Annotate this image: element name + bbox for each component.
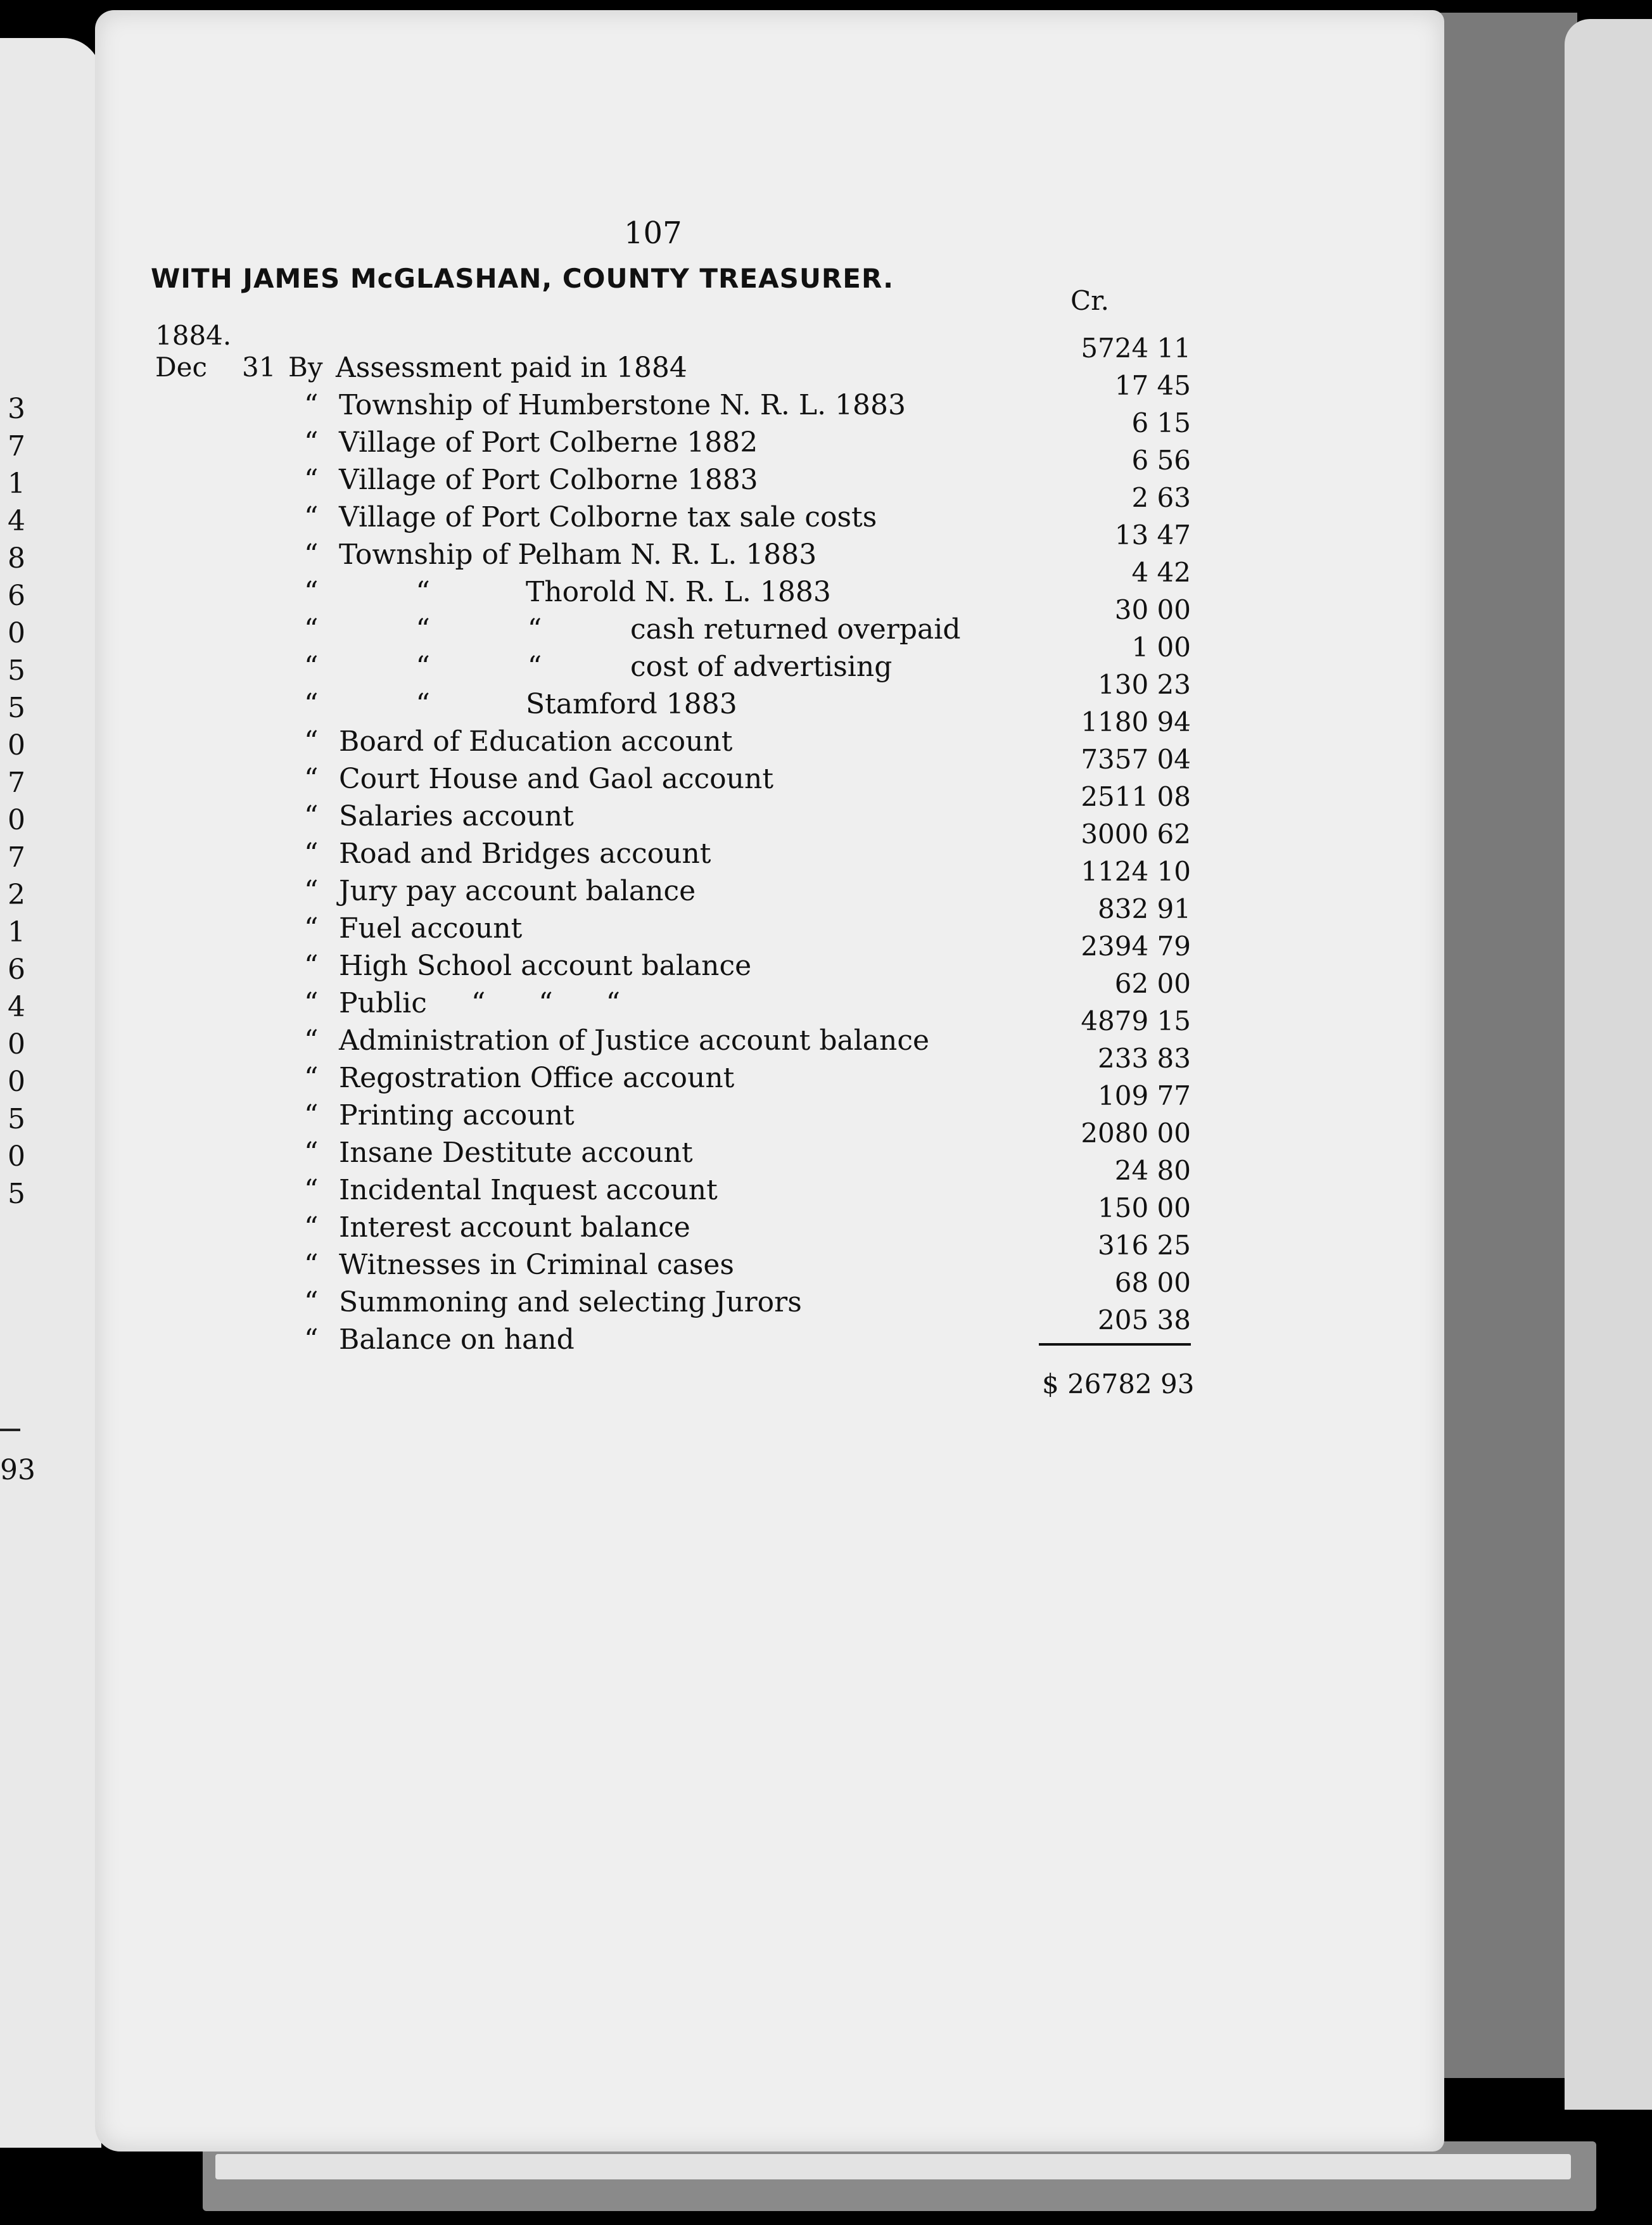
left-margin-figure: 5 — [8, 1178, 25, 1210]
ditto-mark: “ — [304, 1137, 319, 1169]
year-label: 1884. — [155, 320, 232, 351]
left-margin-figure: 1 — [8, 468, 25, 500]
entry-description: Balance on hand — [339, 1323, 575, 1356]
day-label: 31 — [242, 352, 276, 383]
entry-description: cost of advertising — [630, 651, 893, 683]
ditto-mark: “ — [304, 912, 319, 945]
entry-description: Administration of Justice account balance — [339, 1024, 930, 1057]
left-margin-figure: 1 — [8, 916, 25, 948]
entry-amount: 6 15 — [1131, 407, 1191, 438]
left-margin-figure: 0 — [8, 804, 25, 836]
left-margin-figure: 6 — [8, 580, 25, 612]
entry-amount: 13 47 — [1114, 520, 1191, 551]
ditto-mark: “ — [304, 539, 319, 571]
ditto-mark: “ — [304, 1024, 319, 1057]
left-margin-figure: 7 — [8, 767, 25, 799]
entry-description: Village of Port Colborne 1883 — [339, 464, 758, 496]
entry-description: Insane Destitute account — [339, 1137, 693, 1169]
entry-amount: 1 00 — [1131, 632, 1191, 663]
ditto-mark: “ “ — [304, 576, 430, 608]
left-margin-figure: 5 — [8, 654, 25, 687]
entry-description: Regostration Office account — [339, 1062, 735, 1094]
left-margin-figure: 4 — [8, 505, 25, 537]
credit-column-header: Cr. — [1071, 285, 1109, 316]
entry-description: Stamford 1883 — [526, 688, 737, 720]
entry-description: Township of Pelham N. R. L. 1883 — [339, 539, 817, 571]
entry-description: Board of Education account — [339, 725, 733, 758]
entry-description: Jury pay account balance — [339, 875, 696, 907]
left-margin-figure: 8 — [8, 542, 25, 575]
entry-description: Court House and Gaol account — [339, 763, 774, 795]
entry-amount: 62 00 — [1114, 968, 1191, 999]
ditto-mark: “ — [304, 1249, 319, 1281]
entry-amount: 30 00 — [1114, 594, 1191, 625]
left-margin-figure: 0 — [8, 1066, 25, 1098]
entry-amount: 17 45 — [1114, 370, 1191, 401]
entry-amount: 5724 11 — [1081, 333, 1191, 364]
left-margin-rule — [0, 1429, 20, 1431]
bottom-page-edge-inner — [215, 2154, 1571, 2179]
ditto-mark: “ — [304, 1099, 319, 1132]
total-amount: $ 26782 93 — [1042, 1368, 1195, 1399]
entry-description: Assessment paid in 1884 — [336, 352, 687, 384]
ditto-mark: “ “ “ — [304, 651, 542, 683]
entry-description: Village of Port Colberne 1882 — [339, 426, 758, 459]
ditto-mark: “ — [304, 1286, 319, 1318]
entry-description: Printing account — [339, 1099, 575, 1132]
ditto-mark: “ — [304, 1211, 319, 1244]
page-number: 107 — [624, 215, 682, 251]
entry-amount: 233 83 — [1098, 1043, 1191, 1074]
left-margin-figure: 5 — [8, 692, 25, 724]
ditto-mark: “ — [304, 725, 319, 758]
left-margin-figure: 3 — [8, 393, 25, 425]
entry-amount: 109 77 — [1098, 1080, 1191, 1111]
total-rule — [1039, 1343, 1191, 1346]
left-margin-figure: 0 — [8, 729, 25, 762]
entry-description: Incidental Inquest account — [339, 1174, 718, 1206]
page-heading: WITH JAMES McGLASHAN, COUNTY TREASURER. — [151, 263, 894, 294]
ditto-mark: “ — [304, 501, 319, 533]
entry-description: Witnesses in Criminal cases — [339, 1249, 735, 1281]
ditto-mark: “ — [304, 1174, 319, 1206]
ditto-mark: “ — [304, 987, 319, 1019]
left-margin-figure: 4 — [8, 991, 25, 1023]
left-margin-figure: 0 — [8, 617, 25, 649]
left-margin-figure: 0 — [8, 1028, 25, 1061]
entry-description: Township of Humberstone N. R. L. 1883 — [339, 389, 906, 421]
entry-amount: 205 38 — [1098, 1304, 1191, 1336]
entry-amount: 3000 62 — [1081, 819, 1191, 850]
left-margin-figure: 2 — [8, 879, 25, 911]
ditto-mark: “ — [304, 950, 319, 982]
ditto-mark: “ — [304, 800, 319, 832]
entry-amount: 316 25 — [1098, 1230, 1191, 1261]
entry-amount: 2394 79 — [1081, 931, 1191, 962]
entry-amount: 1124 10 — [1081, 856, 1191, 887]
left-margin-figure: 5 — [8, 1103, 25, 1135]
entry-description: Salaries account — [339, 800, 574, 832]
entry-amount: 2 63 — [1131, 482, 1191, 513]
ditto-mark: “ “ “ — [304, 613, 542, 646]
left-margin-figure: 7 — [8, 841, 25, 874]
entry-amount: 2511 08 — [1081, 781, 1191, 812]
entry-amount: 832 91 — [1098, 893, 1191, 924]
entry-description: Fuel account — [339, 912, 523, 945]
entry-description: Public “ “ “ — [339, 987, 621, 1019]
entry-amount: 150 00 — [1098, 1192, 1191, 1223]
left-margin-figure: 7 — [8, 430, 25, 462]
left-margin-figure: 0 — [8, 1140, 25, 1173]
entry-description: cash returned overpaid — [630, 613, 961, 646]
entry-amount: 24 80 — [1114, 1155, 1191, 1186]
entry-description: Village of Port Colborne tax sale costs — [339, 501, 877, 533]
ditto-mark: “ — [304, 426, 319, 459]
entry-description: Road and Bridges account — [339, 838, 711, 870]
ditto-mark: “ — [304, 1323, 319, 1356]
ditto-mark: “ — [304, 763, 319, 795]
curled-page-edge — [1565, 19, 1652, 2110]
entry-amount: 4 42 — [1131, 557, 1191, 588]
left-margin-figure: 6 — [8, 953, 25, 986]
ditto-mark: “ — [304, 875, 319, 907]
entry-description: Thorold N. R. L. 1883 — [526, 576, 831, 608]
ledger-page — [95, 10, 1444, 2152]
by-label: By — [288, 352, 323, 383]
ditto-mark: “ — [304, 389, 319, 421]
ditto-mark: “ — [304, 464, 319, 496]
entry-amount: 4879 15 — [1081, 1005, 1191, 1036]
entry-amount: 2080 00 — [1081, 1118, 1191, 1149]
ditto-mark: “ “ — [304, 688, 430, 720]
left-margin-total: 93 — [0, 1454, 35, 1486]
entry-amount: 68 00 — [1114, 1267, 1191, 1298]
ditto-mark: “ — [304, 1062, 319, 1094]
entry-description: Interest account balance — [339, 1211, 690, 1244]
month-label: Dec — [155, 352, 208, 383]
entry-amount: 130 23 — [1098, 669, 1191, 700]
entry-description: Summoning and selecting Jurors — [339, 1286, 802, 1318]
entry-amount: 6 56 — [1131, 445, 1191, 476]
entry-description: High School account balance — [339, 950, 752, 982]
entry-amount: 7357 04 — [1081, 744, 1191, 775]
ditto-mark: “ — [304, 838, 319, 870]
entry-amount: 1180 94 — [1081, 706, 1191, 737]
